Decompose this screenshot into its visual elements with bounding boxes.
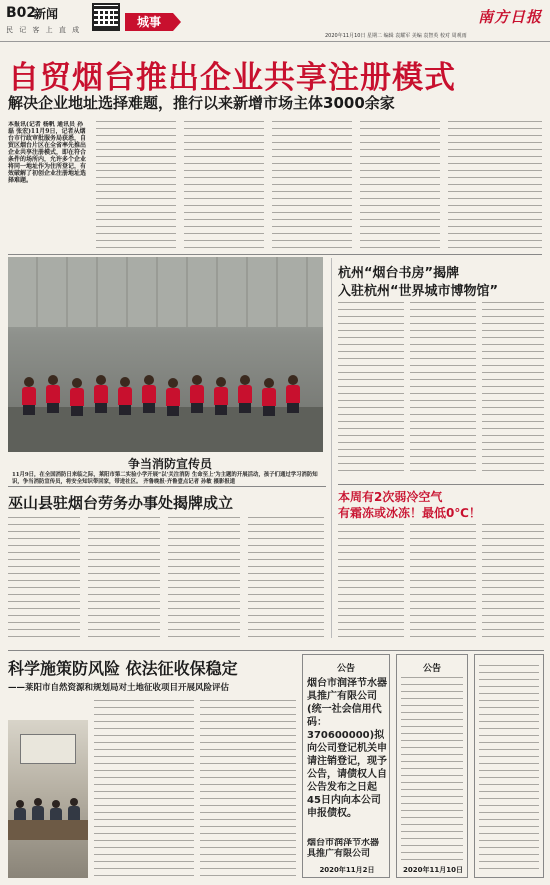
notice-3-body <box>479 665 539 870</box>
section-tag: 城事 <box>125 13 173 31</box>
photo-caption-title: 争当消防宣传员 <box>127 457 212 471</box>
notice-1-title: 公告 <box>336 664 355 674</box>
lead-body-col-4 <box>272 121 352 251</box>
hangzhou-headline-1: 杭州“烟台书房”揭牌 <box>338 266 460 281</box>
lead-paragraph: 本报讯(记者 杨帆 通讯员 孙磊 张宏)11月9日，记者从烟台市行政审批服务局获悉，自贸区烟台片区在全省率先推出企业共享注册模式，即在符合条件的场所内，允许多个企业将同一地址作为住所登记，有效破解了初创企业注册地址选择难题。 <box>8 121 87 184</box>
child-figure <box>46 375 60 413</box>
hangzhou-body-col-1 <box>338 302 404 477</box>
notice-1 <box>302 654 390 878</box>
hangzhou-body-col-2 <box>410 302 476 477</box>
notice-2 <box>396 654 468 878</box>
paper-logo: 南方日报 <box>477 8 542 26</box>
weather-headline-2: 有霜冻或冰冻！最低0℃！ <box>338 506 481 520</box>
wushan-body-col-2 <box>88 517 160 642</box>
child-figure <box>262 378 276 416</box>
person-figure <box>68 798 80 820</box>
notice-1-company: 烟台市润泽节水器具推广有限公司 <box>307 838 380 859</box>
projector-screen <box>20 734 76 764</box>
divider <box>8 486 326 487</box>
weather-body-col-2 <box>410 524 476 642</box>
page-number: B02 <box>6 5 37 21</box>
wushan-body-col-3 <box>168 517 240 642</box>
fire-safety-photo <box>8 257 323 452</box>
notice-2-date: 2020年11月10日 <box>403 866 463 874</box>
dateline: 2020年11月10日 星期二 编辑 袁耀军 美编 袁智英 校对 周观雨 <box>325 33 467 39</box>
child-figure <box>142 375 156 413</box>
qr-code-icon <box>92 3 120 31</box>
child-figure <box>190 375 204 413</box>
weather-headline-1: 本周有2次弱冷空气 <box>338 490 443 504</box>
lead-headline: 自贸烟台推出企业共享注册模式 <box>8 60 456 96</box>
child-figure <box>238 375 252 413</box>
meeting-table <box>8 820 88 840</box>
photo-caption: 11月9日，在全国消防日来临之际，莱阳市第二实验小学开展“以‘关注消防 生命至上’为主题的开展活动，孩子们通过学习消防知识，争当消防宣传员，将安全知识带回家，带进社区。 齐鲁晚报·齐鲁壹点记者 孙敏 摄影报道 <box>12 472 318 485</box>
wushan-body-col-1 <box>8 517 80 642</box>
divider <box>338 484 544 485</box>
section-subtitle: 民 记 客 上 直 成 <box>6 26 82 34</box>
masthead <box>0 0 550 42</box>
farmland-subhead: ——莱阳市自然资源和规划局对土地征收项目开展风险评估 <box>8 683 230 693</box>
column-rule <box>331 258 332 638</box>
child-figure <box>22 377 36 415</box>
meeting-photo <box>8 720 88 878</box>
child-figure <box>70 378 84 416</box>
child-figure <box>214 377 228 415</box>
person-figure <box>50 800 62 822</box>
divider <box>8 650 544 651</box>
person-figure <box>14 800 26 822</box>
farmland-headline: 科学施策防风险 依法征收保稳定 <box>8 659 238 678</box>
lead-body-col-5 <box>360 121 440 251</box>
person-figure <box>32 798 44 820</box>
notice-3 <box>474 654 544 878</box>
notice-2-title: 公告 <box>422 664 441 674</box>
hangzhou-body-col-3 <box>482 302 544 477</box>
notice-1-date: 2020年11月2日 <box>319 866 375 874</box>
wushan-headline: 巫山县驻烟台劳务办事处揭牌成立 <box>8 494 234 512</box>
notice-2-body <box>401 677 463 862</box>
child-figure <box>94 375 108 413</box>
lead-body-col-2 <box>96 121 176 251</box>
child-figure <box>118 377 132 415</box>
weather-body-col-1 <box>338 524 404 642</box>
hangzhou-headline-2: 入驻杭州“世界城市博物馆” <box>338 284 499 299</box>
lead-body-col-6 <box>448 121 542 251</box>
child-figure <box>286 375 300 413</box>
wushan-body-col-4 <box>248 517 324 642</box>
divider <box>8 254 542 255</box>
lead-subhead: 解决企业地址选择难题，推行以来新增市场主体3000余家 <box>8 94 395 112</box>
photo-wall <box>8 257 323 327</box>
weather-body-col-3 <box>482 524 544 642</box>
lead-body-col-3 <box>184 121 264 251</box>
farmland-body-col-1 <box>94 700 194 878</box>
farmland-body-col-2 <box>200 700 296 878</box>
section-name: 新闻 <box>34 7 59 21</box>
child-figure <box>166 378 180 416</box>
notice-1-body: 烟台市润泽节水器具推广有限公司(统一社会信用代码：370600000)拟向公司登记机关申请注销登记，现予公告，请债权人自公告发布之日起45日内向本公司申报债权。 <box>307 678 387 819</box>
